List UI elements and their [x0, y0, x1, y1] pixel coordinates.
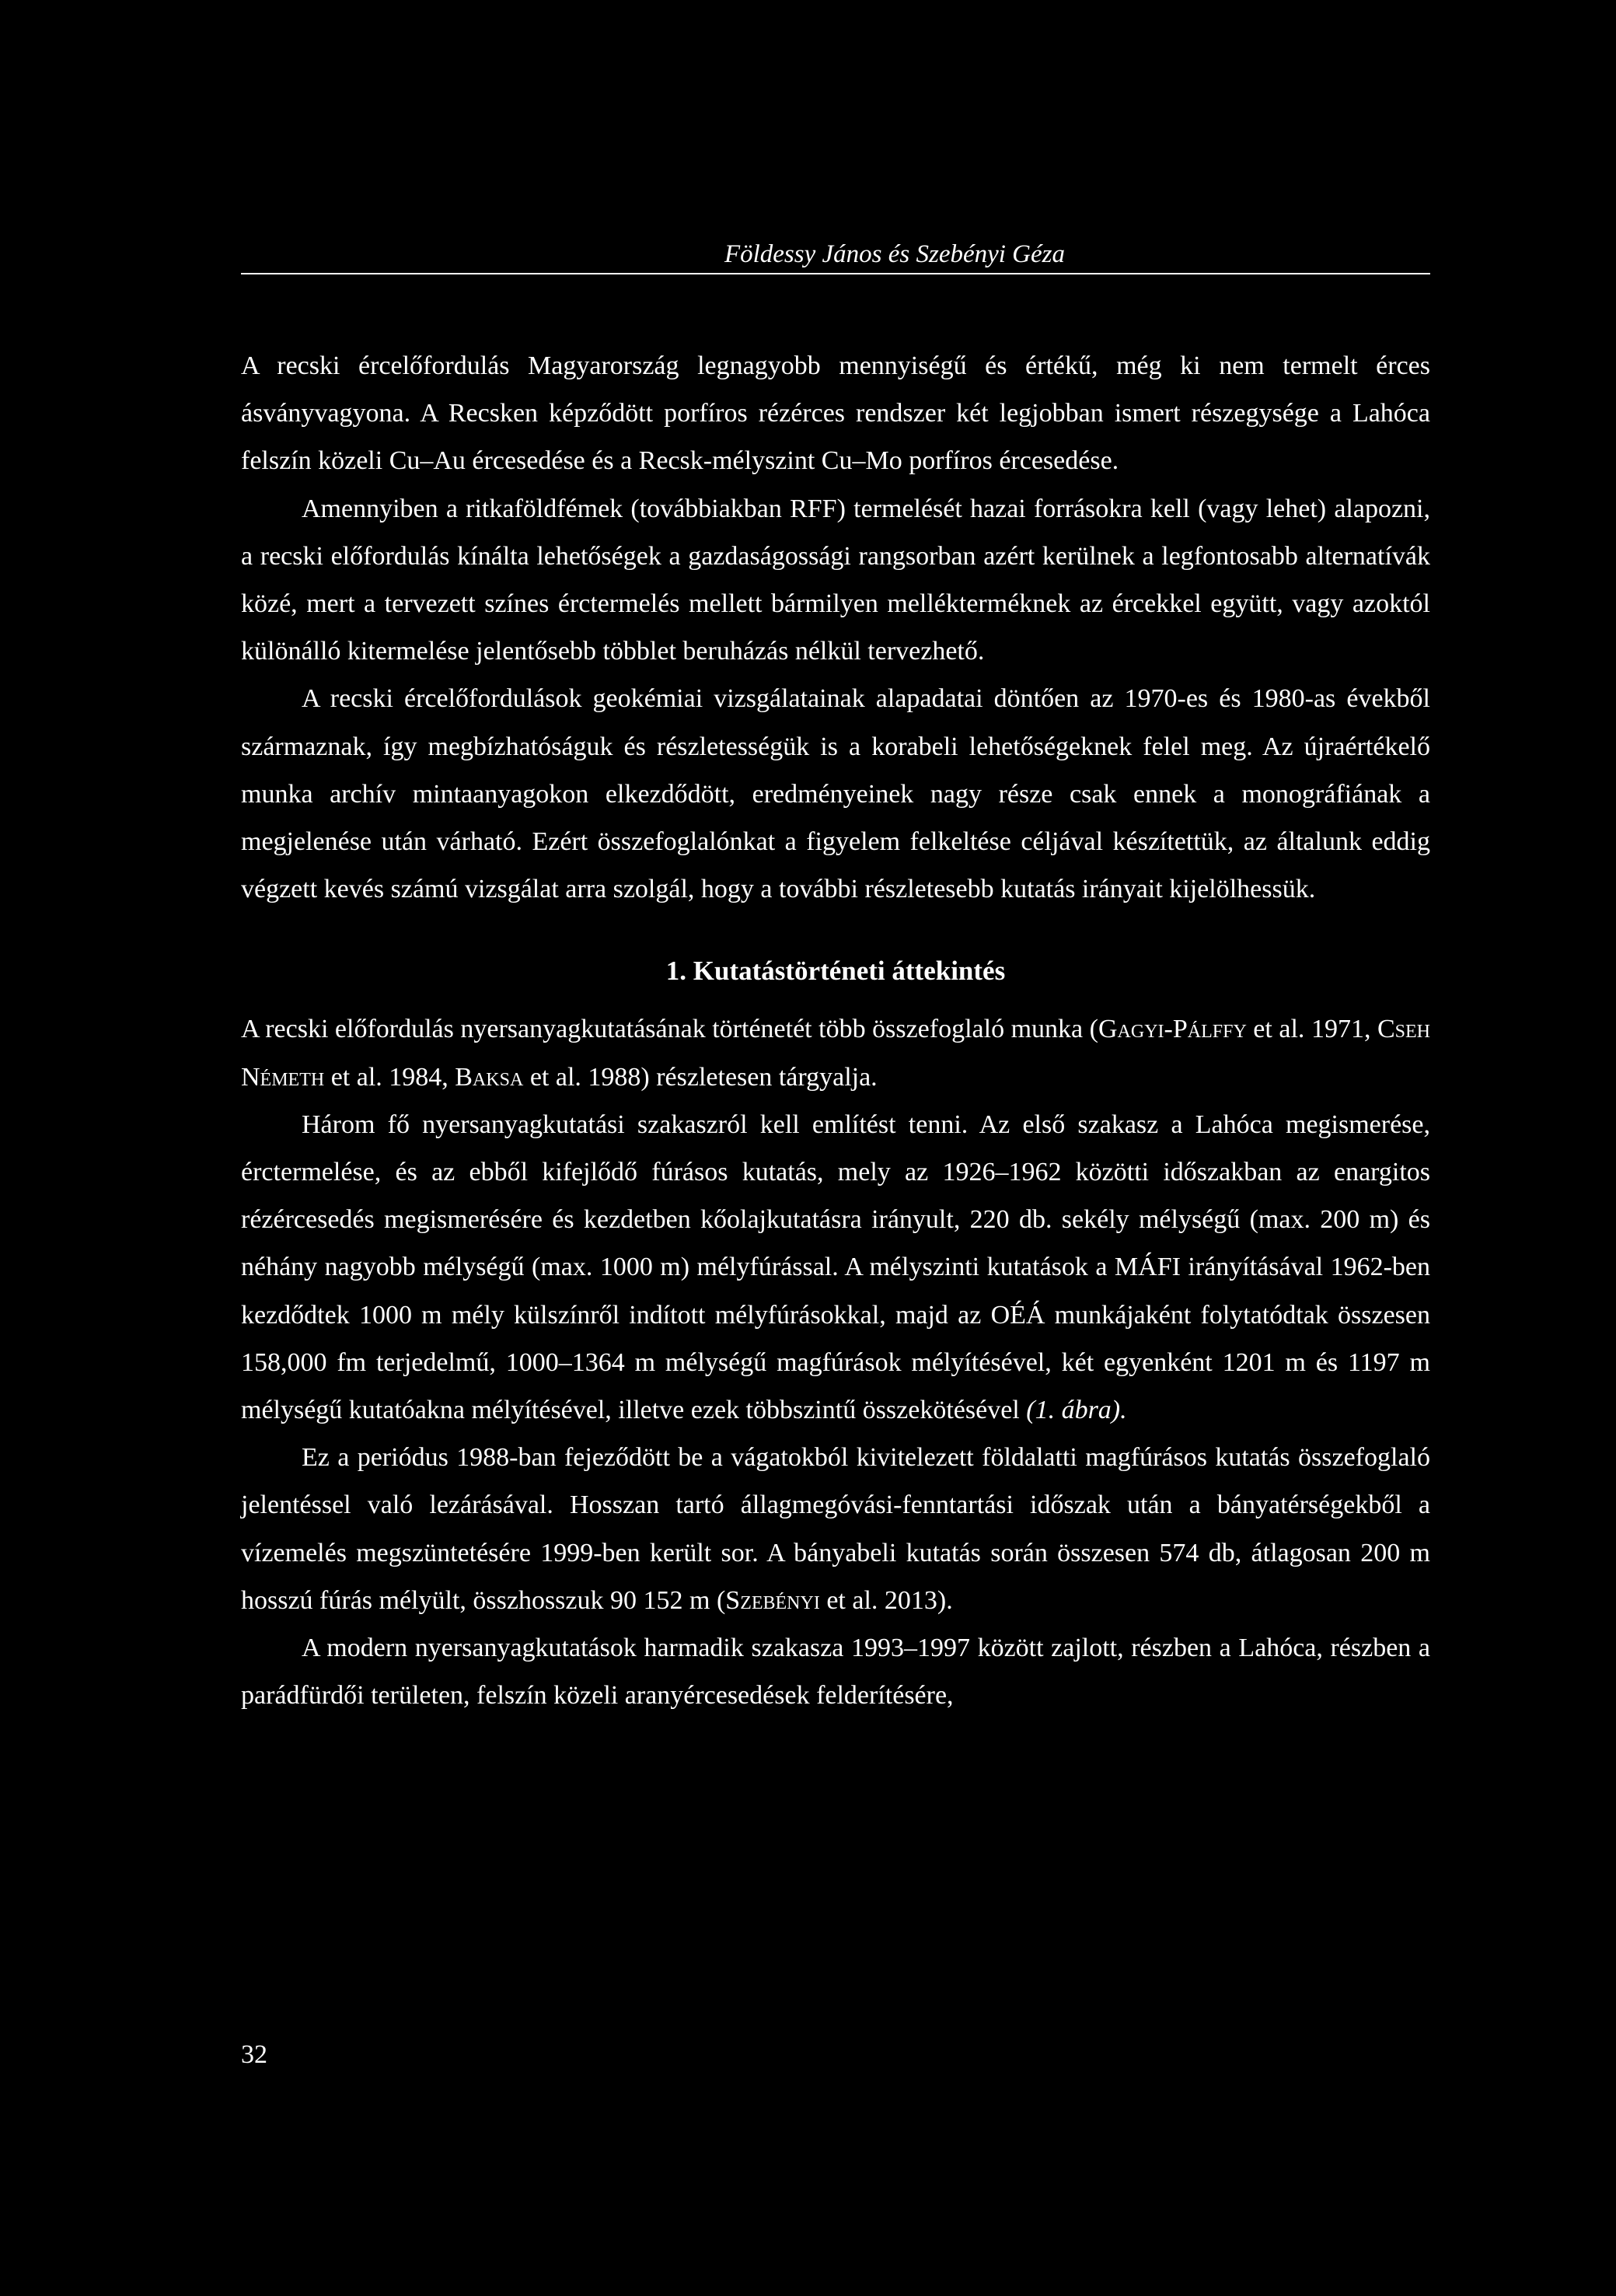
- paragraph-geochemistry: A recski ércelőfordulások geokémiai vizsgálatainak alapadatai döntően az 1970-es és 1980-as évekből származnak, így megbízhatóságuk és részletességük is a korabeli lehetőségeknek felel meg. Az újraértékelő munka archív mintaanyagokon elkezdődött, eredményeinek nagy része csak ennek a monográfiának a megjelenése után várható. Ezért összefoglalónkat a figyelem felkeltése céljával készítettük, az általunk eddig végzett kevés számú vizsgálat arra szolgál, hogy a további részletesebb kutatás irányait kijelölhessük.: [241, 684, 1430, 904]
- citation-text: et al. 2013).: [819, 1585, 953, 1615]
- citation-text: et al. 1984,: [324, 1062, 455, 1092]
- citation-author: Szebényi: [725, 1585, 820, 1615]
- running-head: Földessy János és Szebényi Géza: [724, 240, 1065, 268]
- citation-author: Gagyi-Pálffy: [1098, 1015, 1247, 1044]
- document-page: [241, 0, 1430, 2296]
- paragraph-history: [241, 1005, 1430, 1100]
- paragraph-history-text: A recski előfordulás nyersanyagkutatásának történetét több összefoglaló munka (: [241, 1015, 1098, 1044]
- body-text: [241, 342, 1430, 1719]
- citation-author: Cseh Németh: [241, 1015, 1430, 1092]
- paragraph-rff: Amennyiben a ritkaföldfémek (továbbiakban RFF) termelését hazai forrásokra kell (vagy lehet) alapozni, a recski előfordulás kínálta lehetőségek a gazdaságossági rangsorban azért kerülnek a legfontosabb alternatívák közé, mert a tervezett színes érctermelés mellett bármilyen mellékterméknek az ércekkel együtt, vagy azoktól különálló kitermelése jelentősebb többlet beruházás nélkül tervezhető.: [241, 494, 1430, 666]
- page-number: 32: [241, 2040, 267, 2069]
- paragraph-intro: A recski ércelőfordulás Magyarország legnagyobb mennyiségű és értékű, még ki nem termelt érces ásványvagyona. A Recsken képződött porfíros rézérces rendszer két legjobban ismert részegysége a Lahóca felszín közeli Cu–Au ércesedése és a Recsk-mélyszint Cu–Mo porfíros ércesedése.: [241, 351, 1430, 476]
- paragraph-phases: [241, 1101, 1430, 1434]
- section-heading: 1. Kutatástörténeti áttekintés: [665, 956, 1006, 987]
- citation-text: et al. 1971,: [1246, 1015, 1377, 1044]
- paragraph-period-end: [241, 1434, 1430, 1624]
- paragraph-period-end-text: Ez a periódus 1988-ban fejeződött be a vágatokból kivitelezett földalatti magfúrásos kutatás összefoglaló jelentéssel való lezárásával. Hosszan tartó állagmegóvási-fenntartási időszak után a bányatérségekből a vízemelés megszüntetésére 1999-ben került sor. A bányabeli kutatás során összesen 574 db, átlagosan 200 m hosszú fúrás mélyült, összhosszuk 90 152 m (: [241, 1443, 1430, 1615]
- citation-author: Baksa: [455, 1062, 524, 1092]
- paragraph-modern-phase: A modern nyersanyagkutatások harmadik szakasza 1993–1997 között zajlott, részben a Lahóca, részben a parádfürdői területen, felszín közeli aranyércesedések felderítésére,: [241, 1634, 1430, 1711]
- figure-reference: (1. ábra).: [1026, 1396, 1127, 1425]
- citation-text: et al. 1988) részletesen tárgyalja.: [523, 1062, 878, 1092]
- paragraph-phases-text: Három fő nyersanyagkutatási szakaszról kell említést tenni. Az első szakasz a Lahóca megismerése, érctermelése, és az ebből kifejlődő fúrásos kutatás, mely az 1926–1962 közötti időszakban az enargitos rézércesedés megismerésére és kezdetben kőolajkutatásra irányult, 220 db. sekély mélységű (max. 200 m) és néhány nagyobb mélységű (max. 1000 m) mélyfúrással. A mélyszinti kutatások a MÁFI irányításával 1962-ben kezdődtek 1000 m mély külszínről indított mélyfúrásokkal, majd az OÉÁ munkájaként folytatódtak összesen 158,000 fm terjedelmű, 1000–1364 m mélységű magfúrások mélyítésével, két egyenként 1201 m és 1197 m mélységű kutatóakna mélyítésével, illetve ezek többszintű összekötésével: [241, 1110, 1430, 1425]
- header-rule: [241, 273, 1430, 274]
